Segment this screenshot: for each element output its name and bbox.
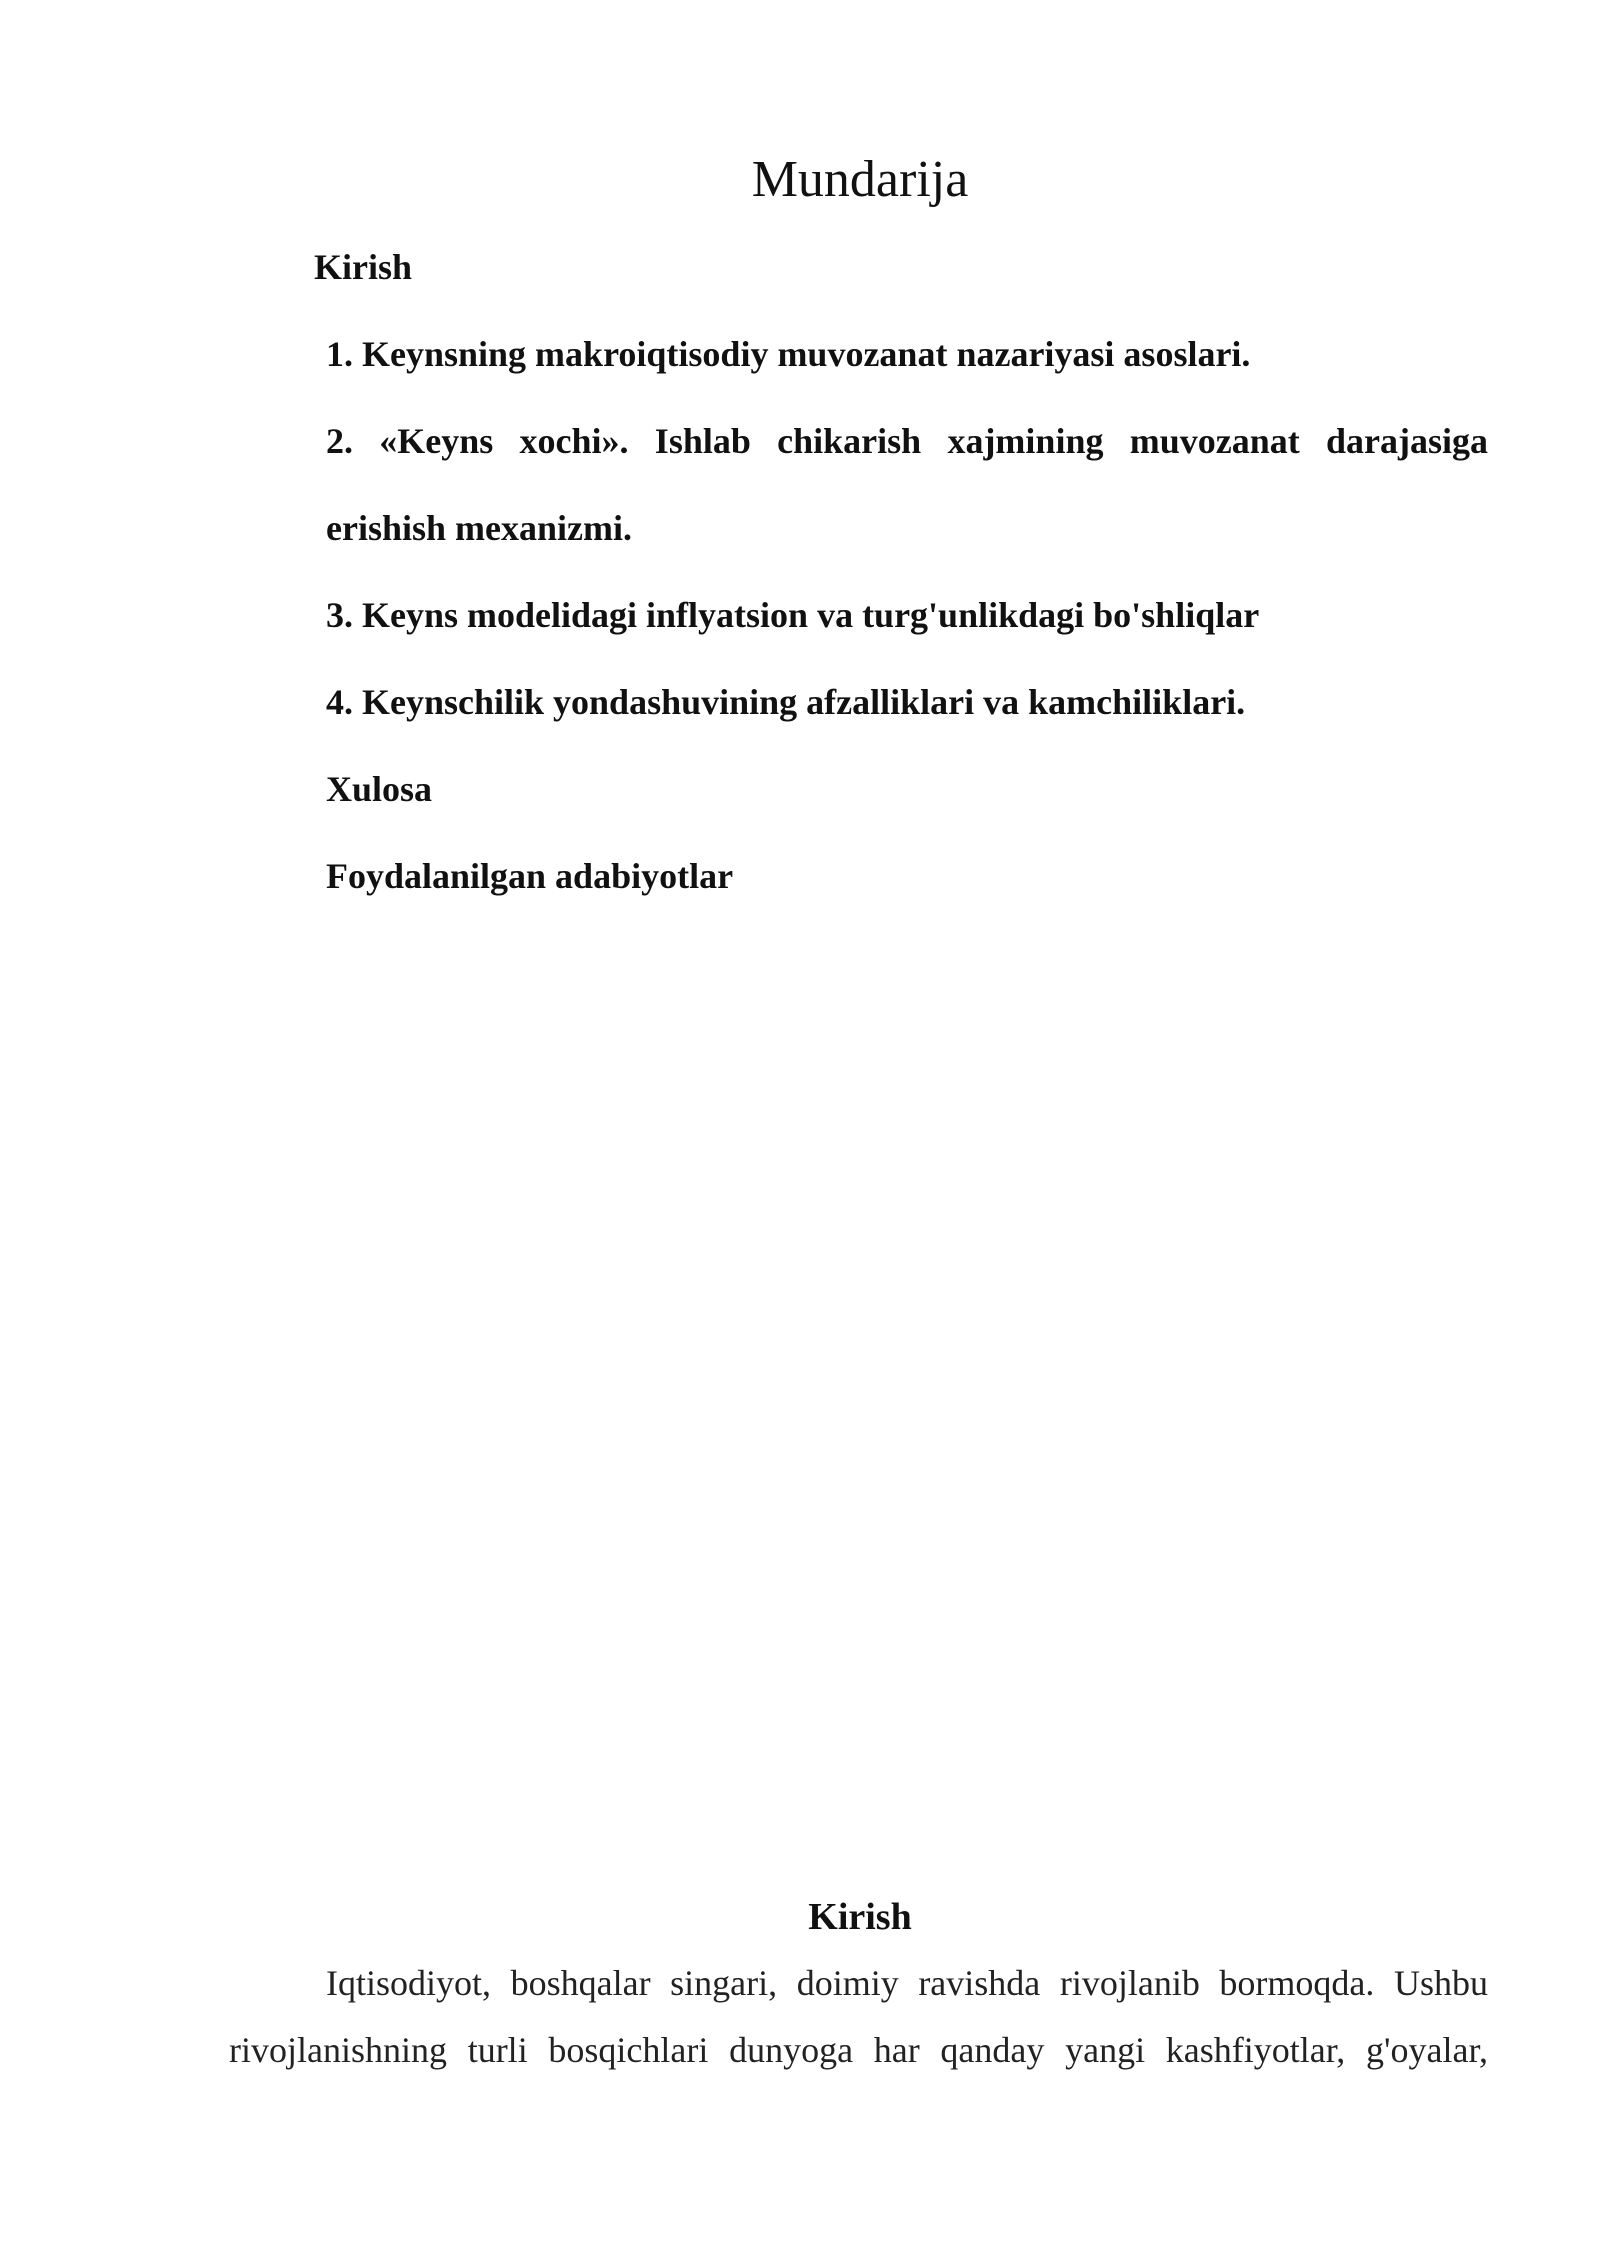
toc-item-3: 3. Keyns modelidagi inflyatsion va turg'unlikdagi bo'shliqlar — [326, 595, 1260, 635]
toc-item-4: 4. Keynschilik yondashuvining afzalliklari va kamchiliklari. — [326, 682, 1246, 722]
toc-item-conclusion: Xulosa — [326, 769, 433, 809]
body-paragraph-line-1: Iqtisodiyot, boshqalar singari, doimiy ravishda rivojlanib bormoqda. Ushbu — [326, 1963, 1488, 2003]
toc-item-2-line-1: 2. «Keyns xochi». Ishlab chikarish xajmining muvozanat darajasiga — [326, 421, 1488, 461]
body-paragraph-line-2: rivojlanishning turli bosqichlari dunyoga har qanday yangi kashfiyotlar, g'oyalar, — [229, 2030, 1488, 2070]
section-heading: Kirish — [808, 1896, 912, 1938]
toc-item-1: 1. Keynsning makroiqtisodiy muvozanat nazariyasi asoslari. — [326, 334, 1251, 374]
toc-item-intro: Kirish — [314, 247, 413, 287]
toc-item-2-line-2: erishish mexanizmi. — [326, 508, 632, 548]
toc-item-references: Foydalanilgan adabiyotlar — [326, 856, 734, 896]
toc-title: Mundarija — [751, 151, 969, 208]
